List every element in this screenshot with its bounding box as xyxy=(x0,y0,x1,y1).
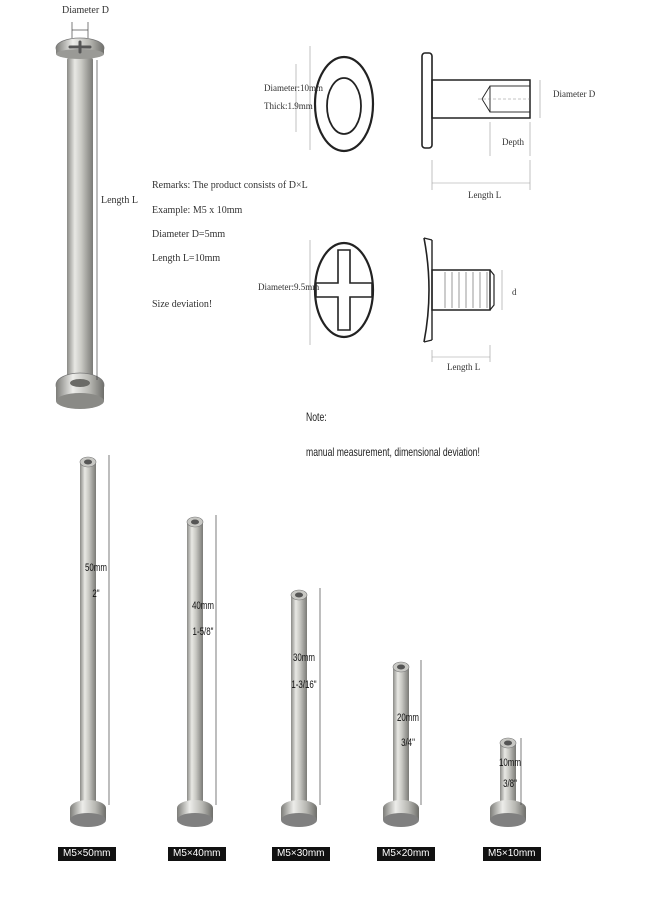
male-d-label: d xyxy=(512,287,517,297)
remarks-line-2: Example: M5 x 10mm xyxy=(152,205,243,216)
top-length-label: Length L xyxy=(101,195,138,206)
size-50-inch: 2" xyxy=(92,588,100,600)
size-10-mm: 10mm xyxy=(498,757,522,769)
female-depth-label: Depth xyxy=(502,137,524,147)
size-20-inch: 3/4" xyxy=(401,737,415,749)
female-thick-label: Thick:1.9mm xyxy=(264,101,313,111)
note-text: manual measurement, dimensional deviation! xyxy=(306,445,480,459)
top-diameter-label: Diameter D xyxy=(62,5,109,16)
female-nut-drawing xyxy=(296,46,540,190)
badge-m5x40: M5×40mm xyxy=(168,847,226,861)
female-diameter-label: Diameter:10mm xyxy=(264,83,323,93)
size-40-inch: 1-5/8" xyxy=(192,626,214,638)
remarks-line-5: Size deviation! xyxy=(152,299,213,310)
size-30-inch: 1-3/16" xyxy=(291,679,317,691)
male-screw-drawing xyxy=(310,238,502,362)
size-40-mm: 40mm xyxy=(191,600,215,612)
screw-40mm-photo xyxy=(177,515,216,827)
size-10-inch: 3/8" xyxy=(503,778,517,790)
badge-m5x50: M5×50mm xyxy=(58,847,116,861)
screw-50mm-photo xyxy=(70,455,109,827)
remarks-line-1: Remarks: The product consists of D×L xyxy=(152,180,308,191)
male-diameter-label: Diameter:9.5mm xyxy=(258,282,320,292)
size-30-mm: 30mm xyxy=(292,652,316,664)
size-50-mm: 50mm xyxy=(84,562,108,574)
female-length-label: Length L xyxy=(468,190,502,200)
badge-m5x10: M5×10mm xyxy=(483,847,541,861)
badge-m5x20: M5×20mm xyxy=(377,847,435,861)
top-screw-photo xyxy=(56,22,104,409)
male-length-label: Length L xyxy=(447,362,481,372)
female-inner-diameter-label: Diameter D xyxy=(553,89,596,99)
screw-30mm-photo xyxy=(281,588,320,827)
badge-m5x30: M5×30mm xyxy=(272,847,330,861)
note-title: Note: xyxy=(306,410,327,424)
size-20-mm: 20mm xyxy=(396,712,420,724)
remarks-line-3: Diameter D=5mm xyxy=(152,229,226,240)
remarks-line-4: Length L=10mm xyxy=(152,253,221,264)
